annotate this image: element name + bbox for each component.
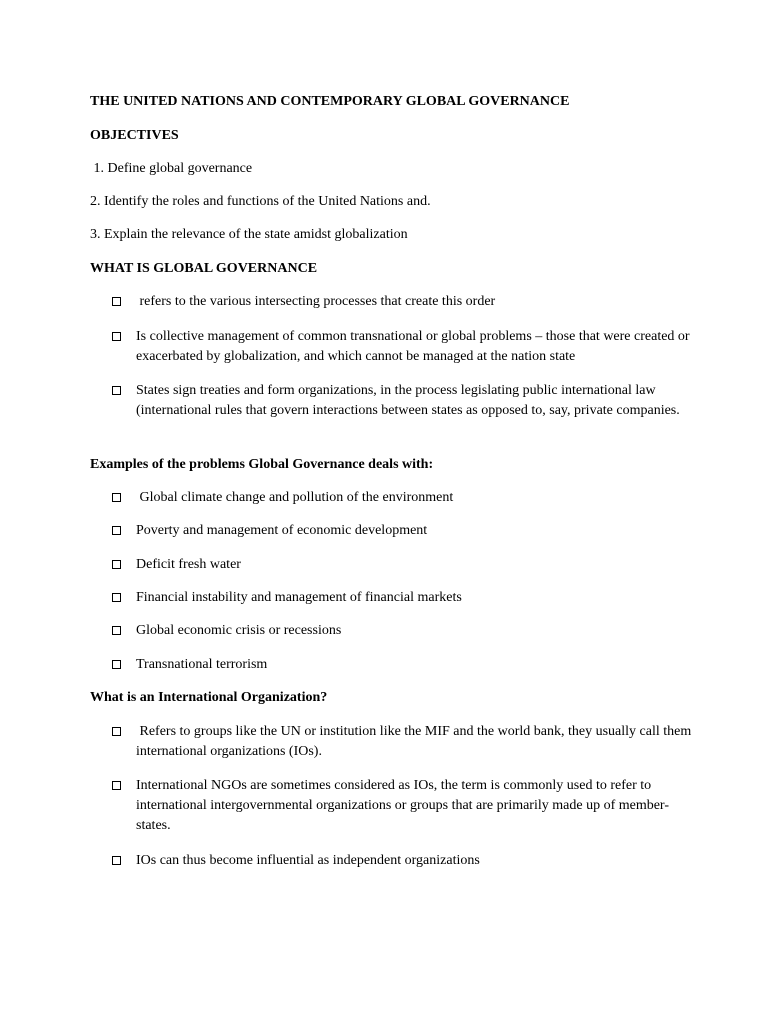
document-title: THE UNITED NATIONS AND CONTEMPORARY GLOBAL GOVERNANCE [90, 94, 570, 109]
objective-item: 2. Identify the roles and functions of the United Nations and. [90, 194, 431, 209]
list-item-text: Poverty and management of economic development [136, 523, 428, 538]
checkbox-bullet-icon [112, 560, 121, 569]
list-item-text: International NGOs are sometimes considered as IOs, the term is commonly used to refer to international intergovernmental organizations or groups that are primarily made up of member-states. [136, 778, 669, 833]
checkbox-bullet-icon [112, 660, 121, 669]
checkbox-bullet-icon [112, 727, 121, 736]
global-governance-heading: WHAT IS GLOBAL GOVERNANCE [90, 261, 318, 276]
objectives-heading: OBJECTIVES [90, 128, 179, 143]
list-item-text: IOs can thus become influential as independent organizations [136, 853, 480, 868]
checkbox-bullet-icon [112, 386, 121, 395]
examples-heading: Examples of the problems Global Governance deals with: [90, 457, 434, 472]
checkbox-bullet-icon [112, 526, 121, 535]
checkbox-bullet-icon [112, 297, 121, 306]
checkbox-bullet-icon [112, 781, 121, 790]
list-item-text: States sign treaties and form organizations, in the process legislating public international law (international rules that govern interactions between states as opposed to, say, private companies. [136, 383, 680, 418]
checkbox-bullet-icon [112, 332, 121, 341]
list-item-text: Transnational terrorism [136, 657, 268, 672]
checkbox-bullet-icon [112, 493, 121, 502]
objective-item: 3. Explain the relevance of the state amidst globalization [90, 227, 408, 242]
list-item-text: Refers to groups like the UN or institution like the MIF and the world bank, they usually call them international organizations (IOs). [136, 724, 695, 759]
list-item-text: Global economic crisis or recessions [136, 623, 342, 638]
objective-item: 1. Define global governance [90, 161, 253, 176]
international-organization-heading: What is an International Organization? [90, 690, 328, 705]
list-item-text: refers to the various intersecting processes that create this order [136, 294, 496, 309]
list-item-text: Global climate change and pollution of the environment [136, 490, 454, 505]
list-item-text: Financial instability and management of financial markets [136, 590, 462, 605]
list-item-text: Deficit fresh water [136, 557, 241, 572]
checkbox-bullet-icon [112, 593, 121, 602]
checkbox-bullet-icon [112, 626, 121, 635]
list-item-text: Is collective management of common transnational or global problems – those that were created or exacerbated by globalization, and which cannot be managed at the nation state [136, 329, 690, 364]
checkbox-bullet-icon [112, 856, 121, 865]
